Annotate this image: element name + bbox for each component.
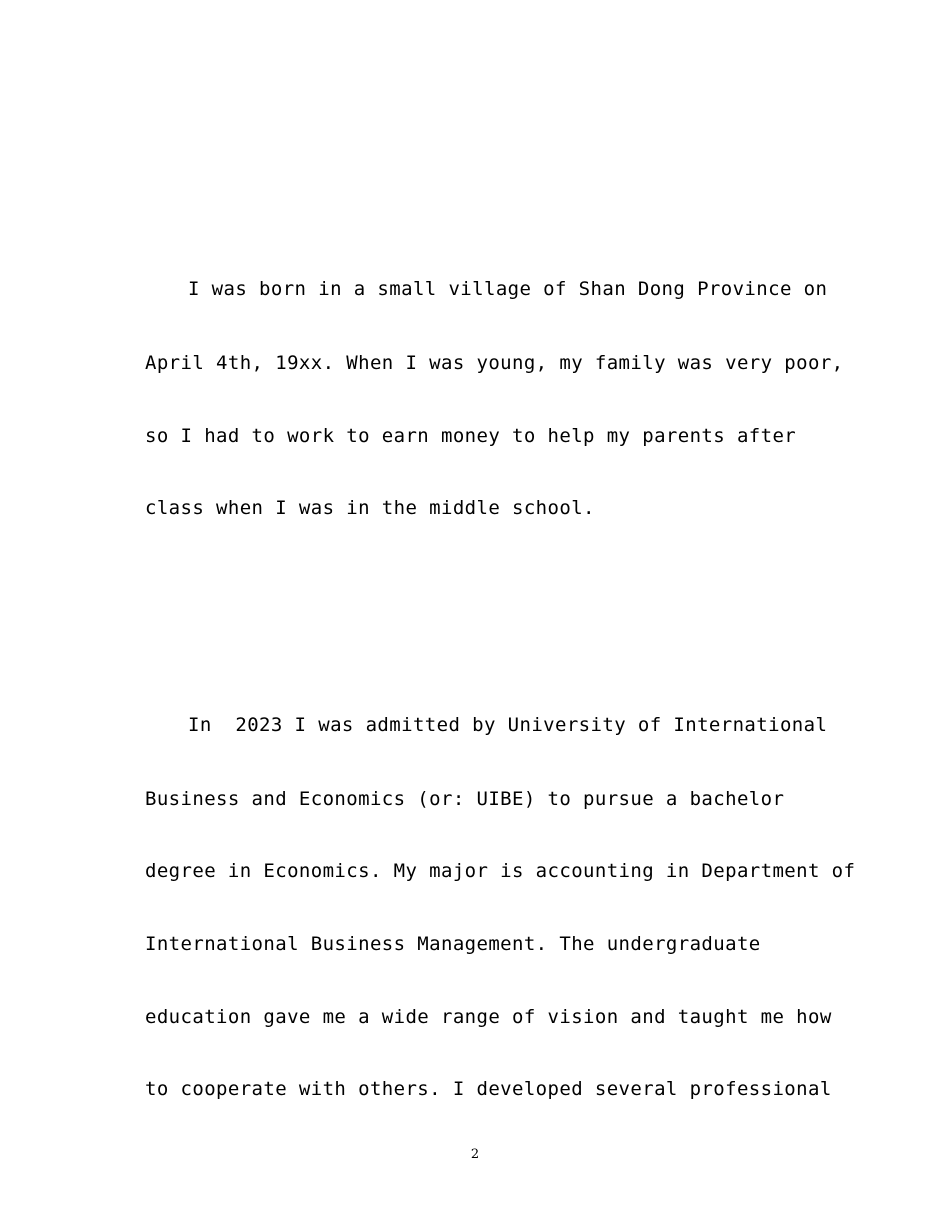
paragraph-line: Business and Economics (or: UIBE) to pursue a bachelor [145,788,785,810]
paragraph-line: to cooperate with others. I developed several professional [145,1078,832,1100]
paragraph-line: International Business Management. The undergraduate [145,933,761,955]
page-number: 2 [470,1147,480,1162]
paragraph-line: April 4th, 19xx. When I was young, my family was very poor, [145,352,844,374]
paragraph-line: I was born in a small village of Shan Dong Province on [188,278,828,300]
paragraph-line: In 2023 I was admitted by University of International [188,714,828,736]
paragraph-line: degree in Economics. My major is accounting in Department of [145,860,856,882]
paragraph-line: education gave me a wide range of vision and taught me how [145,1006,832,1028]
paragraph-line: class when I was in the middle school. [145,497,595,519]
paragraph-line: so I had to work to earn money to help my parents after [145,425,797,447]
